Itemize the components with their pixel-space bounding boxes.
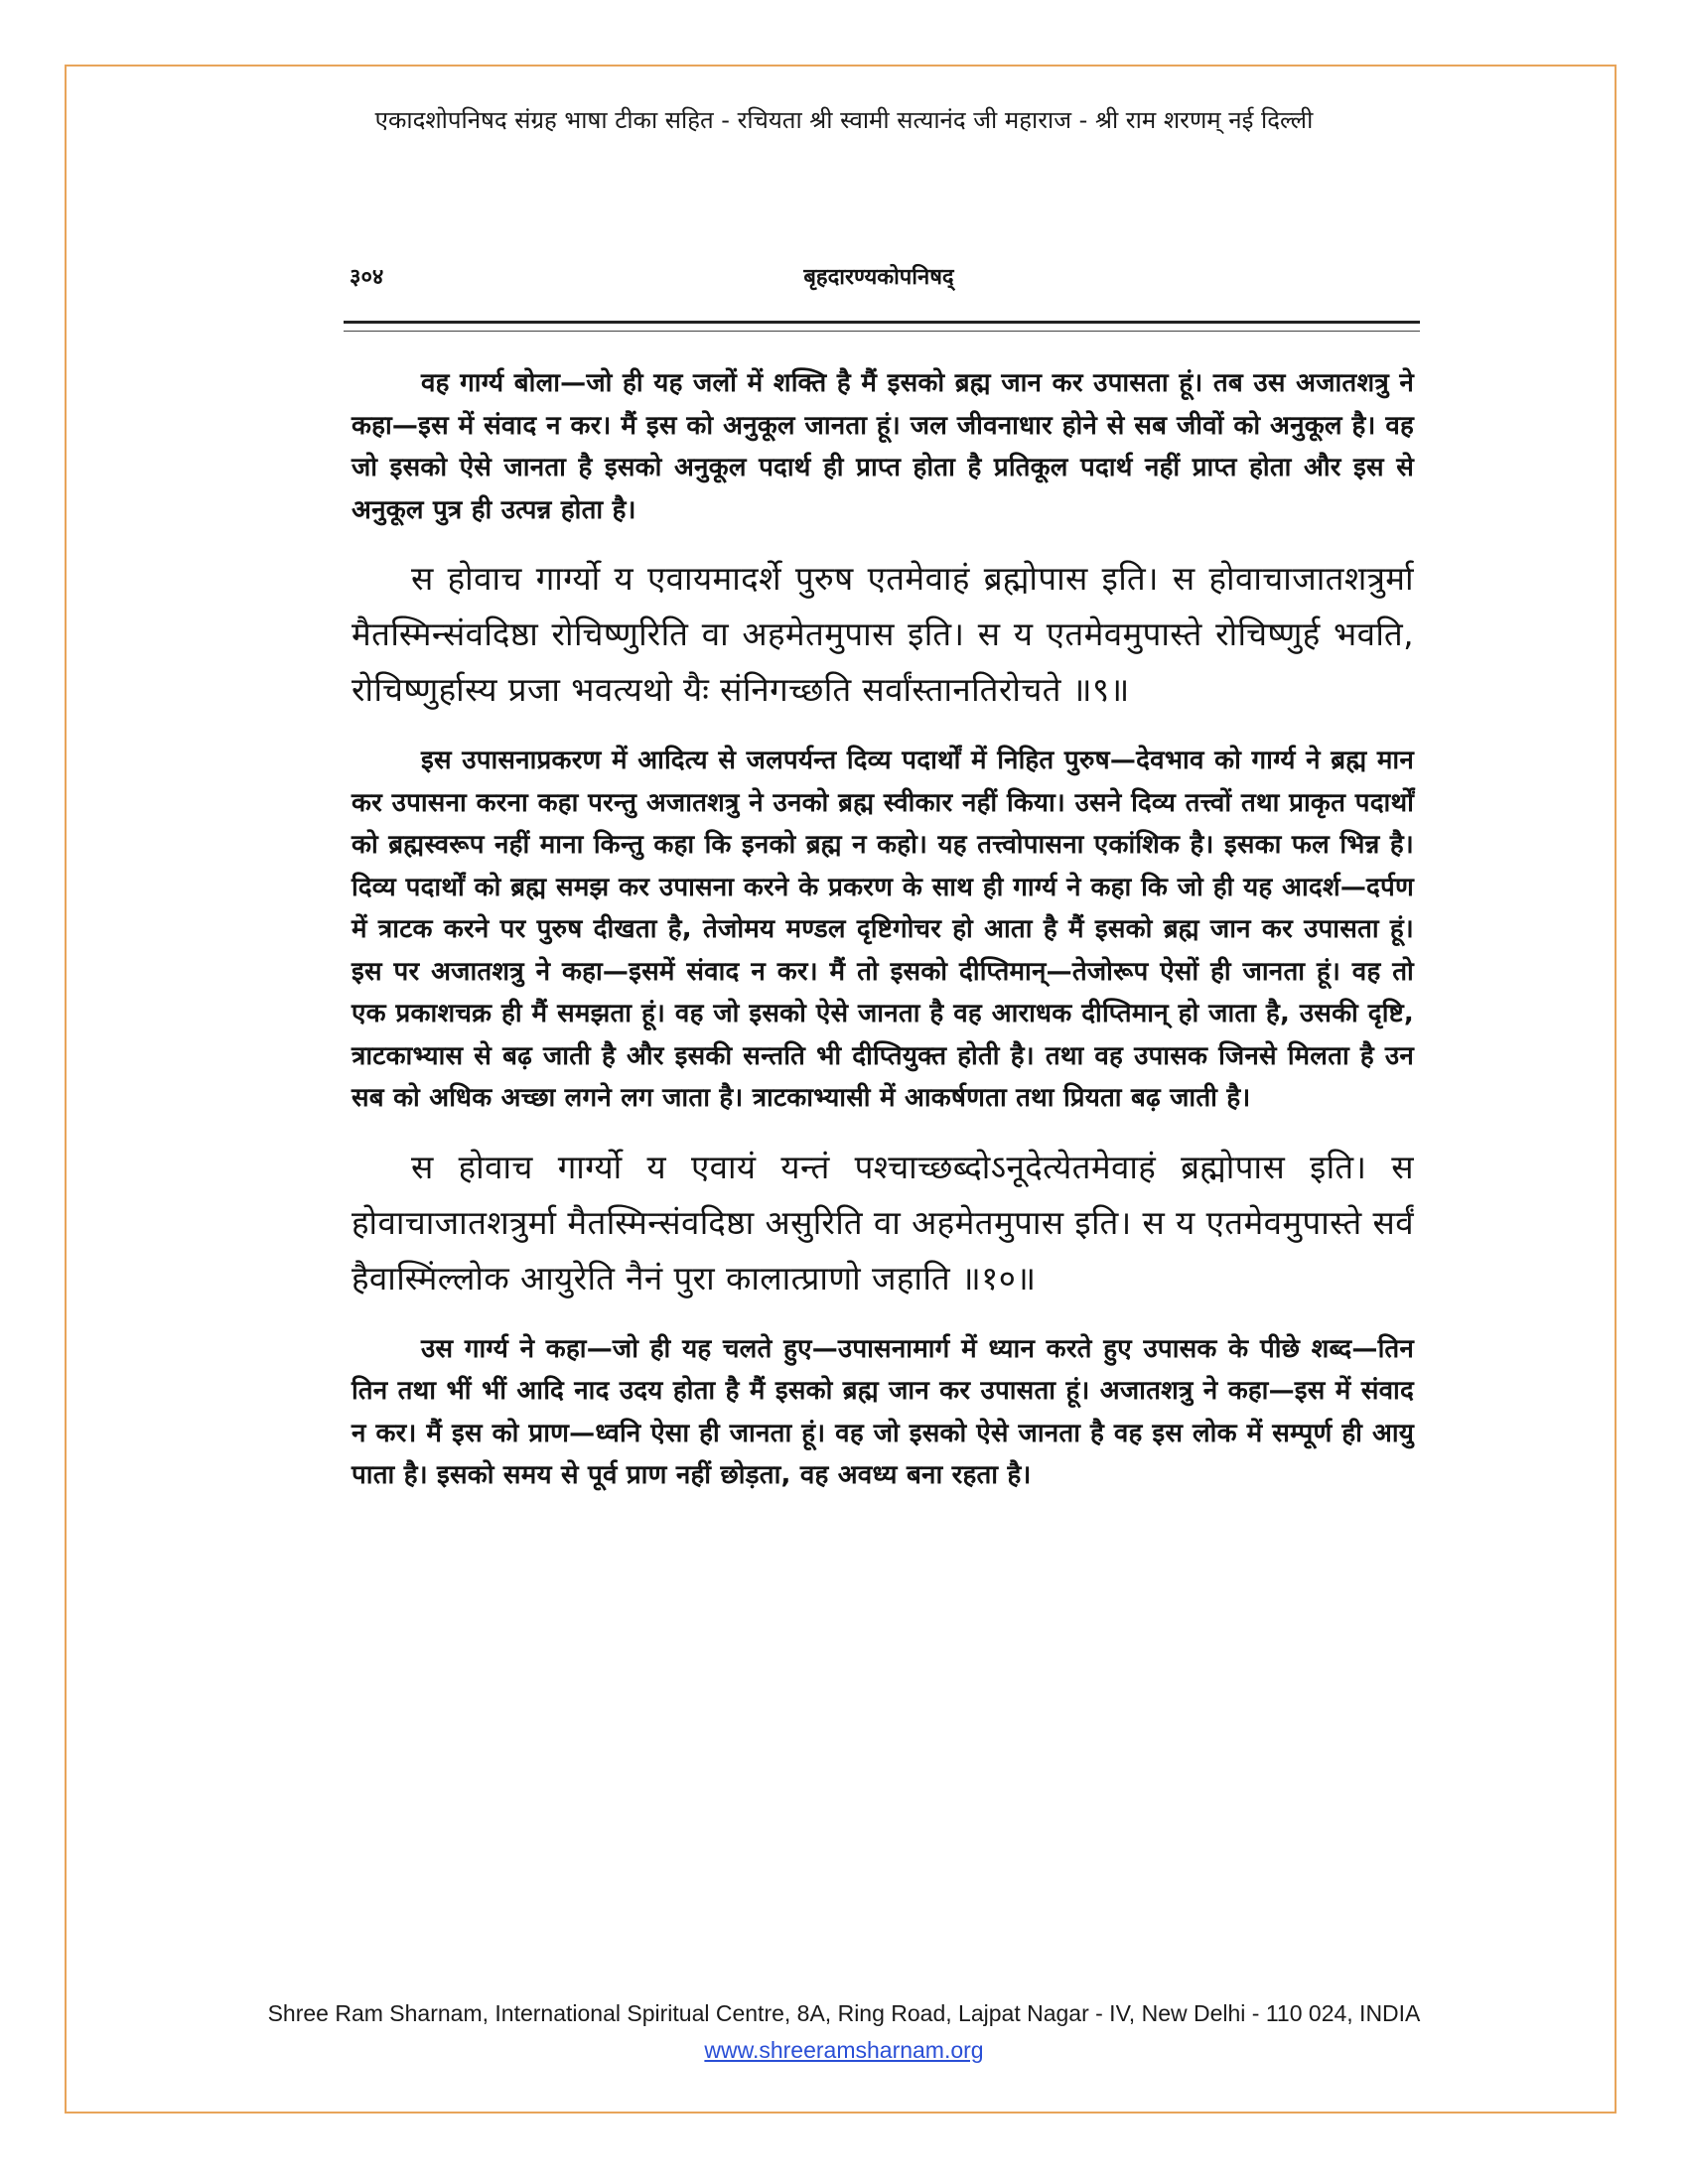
footer-address: Shree Ram Sharnam, International Spiritual Centre, 8A, Ring Road, Lajpat Nagar - IV, New Delhi - 110 024, INDIA (267, 2000, 1421, 2026)
running-title: बृहदारण्यकोपनिषद् (803, 265, 954, 290)
hindi-commentary-paragraph: इस उपासनाप्रकरण में आदित्य से जलपर्यन्त दिव्य पदार्थों में निहित पुरुष—देवभाव को गार्ग्य ने ब्रह्म मान कर उपासना करना कहा परन्तु अजातशत्रु ने उनको ब्रह्म स्वीकार नहीं किया। उसने दिव्य तत्त्वों तथा प्राकृत पदार्थों को ब्रह्मस्वरूप नहीं माना किन्तु कहा कि इनको ब्रह्म न कहो। यह तत्त्वोपासना एकांशिक है। इसका फल भिन्न है। दिव्य पदार्थों को ब्रह्म समझ कर उपासना करने के प्रकरण के साथ ही गार्ग्य ने कहा कि जो ही यह आदर्श—दर्पण में त्राटक करने पर पुरुष दीखता है, तेजोमय मण्डल दृष्टिगोचर हो आता है मैं इसको ब्रह्म जान कर उपासता हूं। इस पर अजातशत्रु ने कहा—इसमें संवाद न कर। मैं तो इसको दीप्तिमान्—तेजोरूप ऐसों ही जानता हूं। वह तो एक प्रकाशचक्र ही मैं समझता हूं। वह जो इसको ऐसे जानता है वह आराधक दीप्तिमान् हो जाता है, उसकी दृष्टि, त्राटकाभ्यास से बढ़ जाती है और इसकी सन्तति भी दीप्तियुक्त होती है। तथा वह उपासक जिनसे मिलता है उन सब को अधिक अच्छा लगने लग जाता है। त्राटकाभ्यासी में आकर्षणता तथा प्रियता बढ़ जाती है। (352, 746, 1414, 1113)
website-link[interactable]: www.shreeramsharnam.org (704, 2037, 984, 2063)
hindi-commentary-paragraph: वह गार्ग्य बोला—जो ही यह जलों में शक्ति है मैं इसको ब्रह्म जान कर उपासता हूं। तब उस अजातशत्रु ने कहा—इस में संवाद न कर। मैं इस को अनुकूल जानता हूं। जल जीवनाधार होने से सब जीवों को अनुकूल है। वह जो इसको ऐसे जानता है इसको अनुकूल पदार्थ ही प्राप्त होता है प्रतिकूल पदार्थ नहीं प्राप्त होता और इस से अनुकूल पुत्र ही उत्पन्न होता है। (352, 368, 1414, 525)
header-rule-thin (344, 331, 1420, 332)
hindi-commentary-paragraph: उस गार्ग्य ने कहा—जो ही यह चलते हुए—उपासनामार्ग में ध्यान करते हुए उपासक के पीछे शब्द—तिन तिन तथा भीं भीं आदि नाद उदय होता है मैं इसको ब्रह्म जान कर उपासता हूं। अजातशत्रु ने कहा—इस में संवाद न कर। मैं इस को प्राण—ध्वनि ऐसा ही जानता हूं। वह जो इसको ऐसे जानता है वह इस लोक में सम्पूर्ण ही आयु पाता है। इसको समय से पूर्व प्राण नहीं छोड़ता, वह अवध्य बना रहता है। (352, 1333, 1414, 1490)
sanskrit-verse-9: स होवाच गार्ग्यो य एवायमादर्शे पुरुष एतमेवाहं ब्रह्मोपास इति। स होवाचाजातशत्रुर्मा मैतस्मिन्संवदिष्ठा रोचिष्णुरिति वा अहमेतमुपास इति। स य एतमेवमुपास्ते रोचिष्णुर्ह भवति, रोचिष्णुर्हास्य प्रजा भवत्यथो यैः संनिगच्छति सर्वांस्तानतिरोचते ॥९॥ (352, 559, 1414, 709)
page-body (352, 362, 1414, 1517)
running-head (350, 261, 1408, 295)
header-rule-thick (344, 321, 1420, 324)
scanned-page (338, 253, 1420, 1976)
sanskrit-verse-10: स होवाच गार्ग्यो य एवायं यन्तं पश्चाच्छब्दोऽनूदेत्येतमेवाहं ब्रह्मोपास इति। स होवाचाजातशत्रुर्मा मैतस्मिन्संवदिष्ठा असुरिति वा अहमेतमुपास इति। स य एतमेवमुपास्ते सर्वं हैवास्मिंल्लोक आयुरेति नैनं पुरा कालात्प्राणो जहाति ॥१०॥ (352, 1147, 1414, 1297)
page-number: ३०४ (350, 265, 384, 290)
page-header: एकादशोपनिषद संग्रह भाषा टीका सहित - रचियता श्री स्वामी सत्यानंद जी महाराज - श्री राम शरणम् नई दिल्ली (374, 106, 1314, 134)
page-footer (0, 2000, 1688, 2064)
